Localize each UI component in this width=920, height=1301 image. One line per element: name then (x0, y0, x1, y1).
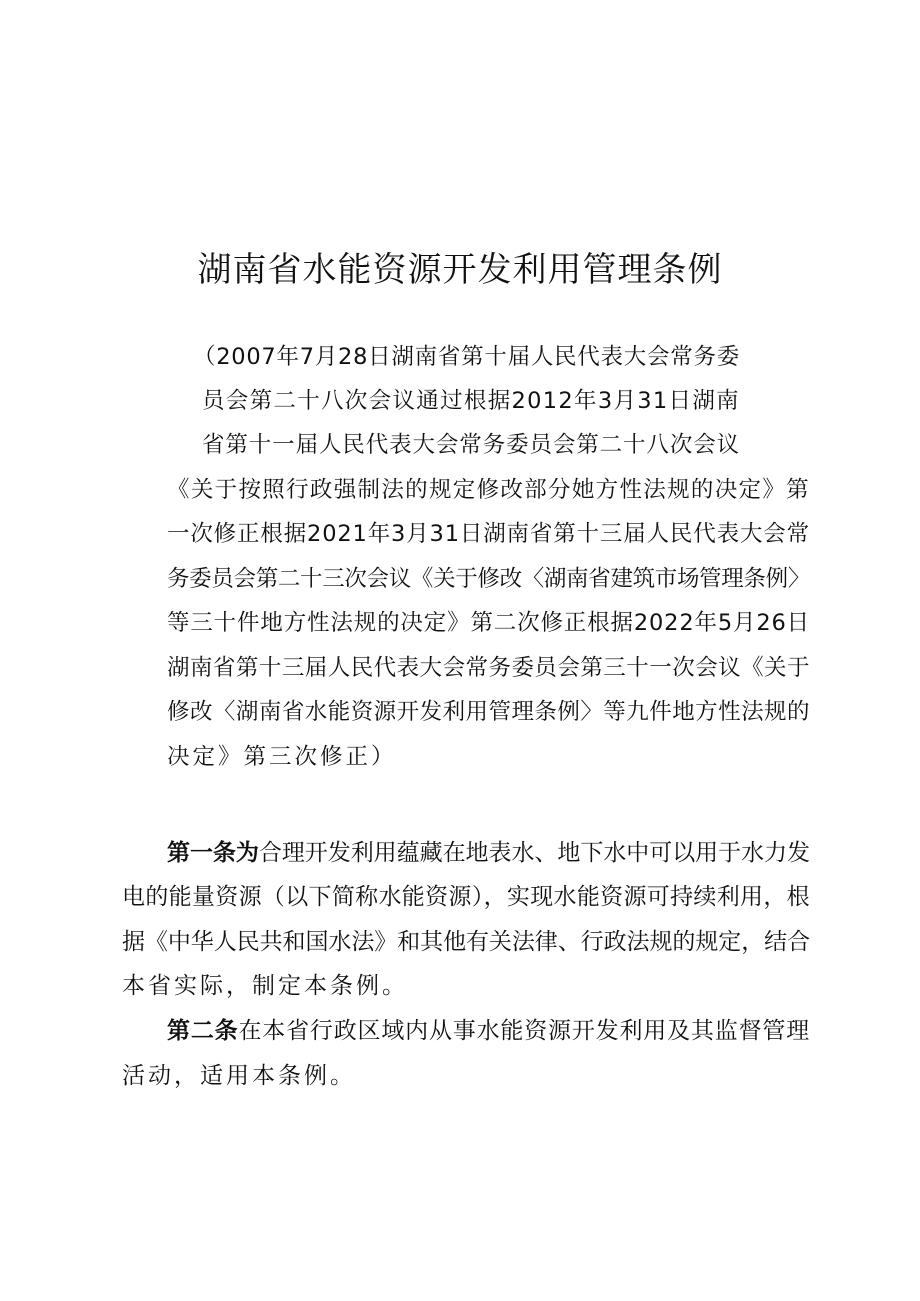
preamble-line: 修改〈湖南省水能资源开发利用管理条例〉等九件地方性法规的 (167, 699, 810, 725)
article-1-text: 合理开发利用蕴藏在地表水、地下水中可以用于水力发 (258, 840, 811, 866)
article-2-first-line (167, 1015, 810, 1047)
article-1-heading: 第一条为 (167, 840, 259, 866)
article-2-heading: 第二条 (167, 1018, 239, 1044)
preamble-line: 省第十一届人民代表大会常务委员会第二十八次会议 (202, 432, 740, 458)
article-1-line: 据《中华人民共和国水法》和其他有关法律、行政法规的规定，结合 (122, 929, 810, 955)
article-2-text: 在本省行政区域内从事水能资源开发利用及其监督管理 (238, 1018, 811, 1044)
preamble-line: （2007年7月28日湖南省第十届人民代表大会常务委 (193, 344, 740, 370)
preamble-line: 决定》第三次修正） (167, 744, 397, 770)
preamble-line: 湖南省第十三届人民代表大会常务委员会第三十一次会议《关于 (167, 655, 810, 681)
preamble-line: 《关于按照行政强制法的规定修改部分她方性法规的决定》第 (167, 477, 810, 503)
article-1-first-line (167, 837, 810, 869)
document-title: 湖南省水能资源开发利用管理条例 (197, 250, 723, 290)
preamble-line: 务委员会第二十三次会议《关于修改〈湖南省建筑市场管理条例〉 (167, 566, 810, 592)
preamble-line: 等三十件地方性法规的决定》第二次修正根据2022年5月26日 (167, 610, 810, 636)
preamble-line: 员会第二十八次会议通过根据2012年3月31日湖南 (202, 388, 740, 414)
article-2-line: 活动，适用本条例。 (122, 1063, 356, 1089)
article-1-line: 本省实际，制定本条例。 (122, 973, 408, 999)
preamble-line: 一次修正根据2021年3月31日湖南省第十三届人民代表大会常 (167, 521, 810, 547)
article-1-line: 电的能量资源（以下简称水能资源），实现水能资源可持续利用，根 (122, 884, 810, 910)
